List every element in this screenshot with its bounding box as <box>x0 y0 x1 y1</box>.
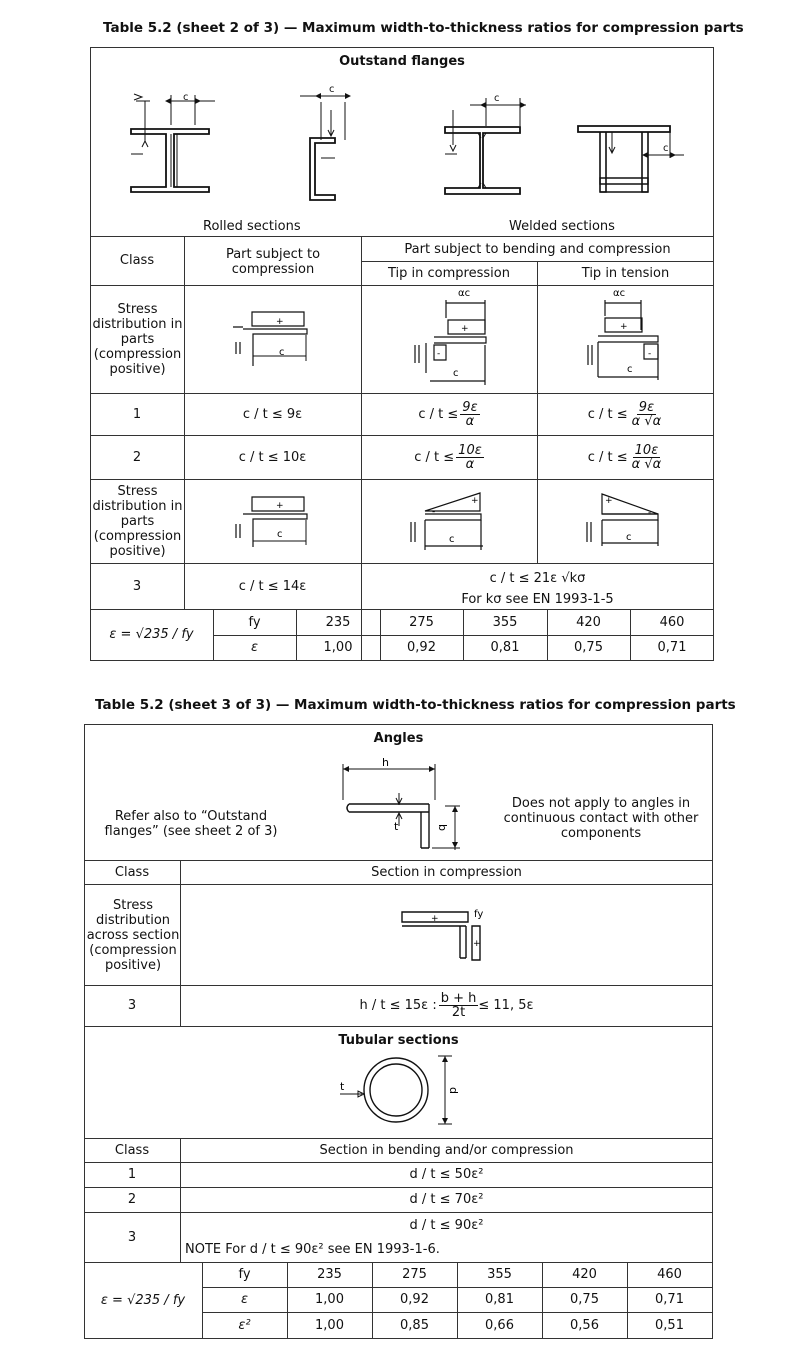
class-2-cell: 2 <box>132 449 142 465</box>
welded-sections-label: Welded sections <box>509 219 615 234</box>
class-1-cell: 1 <box>132 406 142 422</box>
dim-c-label: c <box>449 534 455 545</box>
angle-limit: h / t ≤ 15ε : $\frac{b + h}{2t}$ ≤ 11, 5ε <box>359 991 534 1020</box>
plus-sign: + <box>605 496 613 506</box>
class-3-welded-limit: c / t ≤ 21ε √kσ <box>489 570 586 586</box>
epsilon-value: 0,92 <box>400 1292 429 1307</box>
epsilon-squared-value: 0,51 <box>655 1317 684 1333</box>
alpha-c-label: αc <box>613 288 626 299</box>
dim-c-label: c <box>279 347 285 358</box>
tube-note: NOTE For d / t ≤ 90ε² see EN 1993-1-6. <box>185 1242 440 1257</box>
dim-c-label: c <box>183 92 189 103</box>
fy-value: 460 <box>659 614 685 630</box>
fy-value: 235 <box>317 1267 342 1282</box>
epsilon-value: 0,71 <box>657 640 687 655</box>
dim-d-label: d <box>447 1087 460 1094</box>
dim-c-label: c <box>494 93 500 104</box>
tip-compression-header: Tip in compression <box>388 265 510 281</box>
tubular-heading: Tubular sections <box>338 1032 459 1048</box>
epsilon-squared-value: 0,85 <box>400 1317 429 1333</box>
fy-value: 235 <box>325 614 351 630</box>
minus-sign: - <box>648 349 652 359</box>
dim-c-label: c <box>329 84 335 95</box>
epsilon-squared-value: 0,56 <box>570 1317 599 1333</box>
section-compression-header: Section in compression <box>371 864 522 880</box>
plus-sign: + <box>276 501 284 511</box>
dim-c-label: c <box>663 143 669 154</box>
tube-class-cell: 3 <box>127 1229 137 1245</box>
sheet3-title: Table 5.2 (sheet 3 of 3) — Maximum width-to-thickness ratios for compression parts <box>95 697 736 713</box>
minus-sign: - <box>432 507 436 517</box>
tube-limit: d / t ≤ 70ε² <box>409 1192 484 1207</box>
fy-value: 420 <box>576 614 601 630</box>
fy-value: 355 <box>487 1267 512 1282</box>
epsilon-formula: ε = √235 / fy <box>109 627 194 642</box>
plus-sign: + <box>620 322 628 332</box>
tube-section-header: Section in bending and/or compression <box>319 1142 574 1158</box>
dim-c-label: c <box>277 529 283 540</box>
dim-c-label: c <box>453 368 459 379</box>
class-2-tip-compression: c / t ≤ $\frac{10\varepsilon}{\alpha}$ <box>414 442 482 472</box>
fy-label: fy <box>248 614 261 630</box>
class-3-limit: c / t ≤ 14ε <box>238 578 307 594</box>
class-3-welded-note: For kσ see EN 1993-1-5 <box>461 591 614 607</box>
class-header: Class <box>114 1142 150 1158</box>
dim-t-label: t <box>340 1080 345 1093</box>
stress-distribution-label: Stress distribution in parts (compression positive) <box>92 483 183 559</box>
dim-c-label: c <box>627 364 633 375</box>
tube-class-cell: 2 <box>127 1192 137 1207</box>
angle-class-cell: 3 <box>127 998 137 1013</box>
dim-t-label: t <box>394 820 399 833</box>
plus-sign: + <box>461 324 469 334</box>
refer-note: Refer also to “Outstand flanges” (see sheet 2 of 3) <box>104 809 278 839</box>
epsilon-value: 0,81 <box>490 640 520 655</box>
fy-value: 275 <box>402 1267 427 1282</box>
class-1-tip-tension: c / t ≤ $\frac{9\varepsilon}{\alpha √\alpha}$ <box>587 399 662 429</box>
fy-value: 275 <box>409 614 434 630</box>
sheet2-title: Table 5.2 (sheet 2 of 3) — Maximum width-to-thickness ratios for compression parts <box>103 20 744 36</box>
fy-value: 460 <box>657 1267 682 1282</box>
epsilon-formula: ε = √235 / fy <box>100 1292 186 1308</box>
dim-h-label: h <box>382 756 389 769</box>
tip-tension-header: Tip in tension <box>581 265 670 281</box>
epsilon-label: ε <box>240 1292 249 1307</box>
class-2-limit: c / t ≤ 10ε <box>238 449 307 465</box>
epsilon-label: ε <box>250 640 259 655</box>
epsilon-value: 0,75 <box>570 1292 599 1307</box>
dim-c-label: c <box>626 532 632 543</box>
epsilon-squared-value: 0,66 <box>485 1317 514 1333</box>
epsilon-value: 1,00 <box>315 1292 344 1307</box>
class-2-tip-tension: c / t ≤ $\frac{10\varepsilon}{\alpha √\alpha}$ <box>587 442 662 472</box>
class-header: Class <box>114 864 150 880</box>
plus-sign: + <box>471 496 479 506</box>
angles-heading: Angles <box>373 730 424 746</box>
part-compression-header: Part subject to compression <box>225 247 321 277</box>
fy-label: fy <box>238 1267 251 1282</box>
rolled-sections-label: Rolled sections <box>203 219 301 234</box>
epsilon-squared-label: ε² <box>238 1317 251 1333</box>
epsilon-value: 0,81 <box>485 1292 514 1307</box>
class-1-limit: c / t ≤ 9ε <box>242 406 303 422</box>
epsilon-value: 0,75 <box>574 640 603 655</box>
class-header: Class <box>119 253 155 268</box>
plus-sign: + <box>431 914 439 924</box>
class-3-cell: 3 <box>132 578 142 594</box>
class-1-tip-compression: c / t ≤ $\frac{9\varepsilon}{\alpha}$ <box>418 399 478 429</box>
minus-sign: - <box>648 508 652 518</box>
epsilon-squared-value: 1,00 <box>315 1317 344 1333</box>
stress-distribution-label: Stress distribution across section (compression positive) <box>86 897 180 973</box>
part-bending-header: Part subject to bending and compression <box>404 241 671 257</box>
plus-sign: + <box>276 317 284 327</box>
fy-value: 420 <box>572 1267 597 1282</box>
plus-sign: + <box>473 939 481 949</box>
fy-value: 355 <box>492 614 518 630</box>
fy-mark: fy <box>474 909 484 920</box>
epsilon-value: 0,71 <box>655 1292 684 1307</box>
epsilon-value: 1,00 <box>323 640 353 655</box>
alpha-c-label: αc <box>458 288 471 299</box>
minus-sign: - <box>437 349 441 359</box>
tube-class-cell: 1 <box>127 1167 137 1182</box>
epsilon-value: 0,92 <box>407 640 436 655</box>
outstand-flanges-heading: Outstand flanges <box>339 53 465 69</box>
tube-limit: d / t ≤ 50ε² <box>409 1167 484 1182</box>
not-apply-note: Does not apply to angles in continuous contact with other components <box>503 795 699 841</box>
dim-b-label: b <box>436 824 449 831</box>
tube-limit: d / t ≤ 90ε² <box>409 1217 484 1233</box>
stress-distribution-label: Stress distribution in parts (compression positive) <box>92 301 183 377</box>
